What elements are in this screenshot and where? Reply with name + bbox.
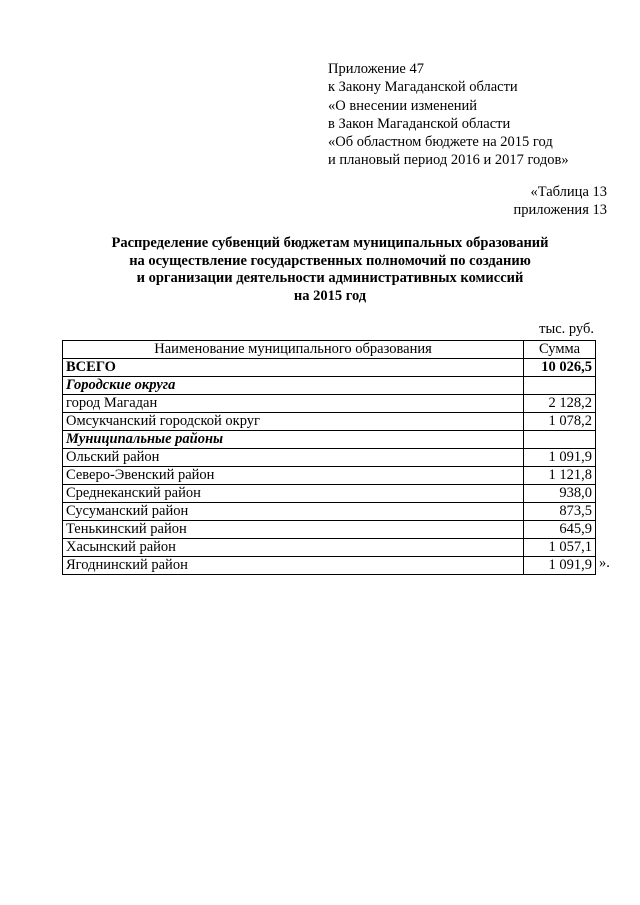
row-sum: 938,0	[524, 485, 596, 503]
row-name: Сусуманский район	[63, 503, 524, 521]
annex-line: в Закон Магаданской области	[328, 115, 511, 132]
annex-line: «О внесении изменений	[328, 97, 478, 114]
row-name: Хасынский район	[63, 539, 524, 557]
closing-quote-mark: ».	[599, 555, 610, 571]
table-header-row	[63, 341, 596, 359]
subventions-table	[62, 340, 596, 575]
row-name: ВСЕГО	[63, 359, 524, 377]
row-sum: 1 057,1	[524, 539, 596, 557]
table-row-total	[63, 359, 596, 377]
table-row	[63, 485, 596, 503]
table-row	[63, 449, 596, 467]
table-row	[63, 413, 596, 431]
annex-line: Приложение 47	[328, 61, 424, 77]
title-line: и организации деятельности административных комиссий	[136, 270, 524, 286]
title-line: Распределение субвенций бюджетам муниципальных образований	[111, 235, 549, 251]
table-row	[63, 467, 596, 485]
row-name: Ягоднинский район	[63, 557, 524, 575]
units-label: тыс. руб.	[539, 321, 594, 337]
header-sum: Сумма	[524, 341, 596, 359]
table-row-group	[63, 377, 596, 395]
row-name: Муниципальные районы	[63, 431, 524, 449]
table-row	[63, 395, 596, 413]
row-sum: 1 091,9	[524, 557, 596, 575]
annex-line: к Закону Магаданской области	[328, 79, 518, 96]
row-sum	[524, 377, 596, 395]
table-row-group	[63, 431, 596, 449]
row-sum: 2 128,2	[524, 395, 596, 413]
row-sum: 645,9	[524, 521, 596, 539]
table-reference-line: приложения 13	[513, 202, 607, 219]
row-sum: 873,5	[524, 503, 596, 521]
row-sum: 10 026,5	[524, 359, 596, 377]
row-name: Северо-Эвенский район	[63, 467, 524, 485]
row-name: Городские округа	[63, 377, 524, 395]
row-sum: 1 121,8	[524, 467, 596, 485]
row-name: город Магадан	[63, 395, 524, 413]
title-line: на осуществление государственных полномочий по созданию	[129, 252, 531, 269]
row-sum	[524, 431, 596, 449]
table-reference-line: «Таблица 13	[530, 184, 607, 200]
row-name: Омсукчанский городской округ	[63, 413, 524, 431]
title-line: на 2015 год	[293, 287, 367, 304]
table-row	[63, 503, 596, 521]
table-row	[63, 521, 596, 539]
annex-header	[328, 60, 569, 170]
table-row	[63, 539, 596, 557]
row-name: Среднеканский район	[63, 485, 524, 503]
row-name: Ольский район	[63, 449, 524, 467]
row-name: Тенькинский район	[63, 521, 524, 539]
row-sum: 1 078,2	[524, 413, 596, 431]
annex-line: «Об областном бюджете на 2015 год	[328, 134, 553, 151]
table-row	[63, 557, 596, 575]
table-reference	[514, 183, 607, 220]
row-sum: 1 091,9	[524, 449, 596, 467]
document-title	[60, 235, 600, 305]
header-name: Наименование муниципального образования	[63, 341, 524, 359]
annex-line: и плановый период 2016 и 2017 годов»	[328, 152, 569, 169]
